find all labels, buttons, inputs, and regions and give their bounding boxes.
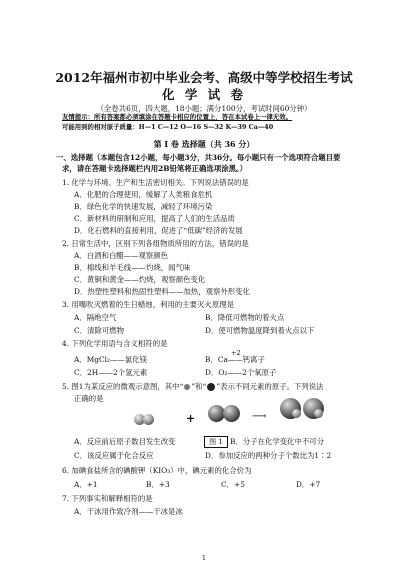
question-6-stem: 6. 加碘食盐所含的碘酸钾（KIO₃）中，碘元素的化合价为	[62, 466, 252, 475]
question-5-stem-line2: 正确的是	[74, 394, 104, 403]
page-number: 1	[201, 554, 207, 562]
question-4-option-c: C．2H——2个氢元素	[74, 368, 148, 377]
question-1-option-d: D．化石燃料的直接利用，促进了“低碳”经济的发展	[74, 226, 243, 235]
question-3-option-b: B．降低可燃物的着火点	[205, 313, 285, 322]
question-5-option-a: A．反应前后原子数目发生改变	[74, 437, 176, 446]
question-7-stem: 7. 下列事实和解释相符的是	[62, 494, 153, 503]
question-2-option-a: A．白酒和白醋——观察颜色	[74, 251, 169, 260]
question-3-option-a: A．隔绝空气	[74, 313, 117, 322]
question-4-stem: 4. 下列化学用语与含义相符的是	[62, 339, 168, 348]
section-intro-line1: 一、选择题（本题包含12小题，每小题3分，共36分。每小题只有一个选项符合题目要	[56, 153, 341, 162]
question-7-option-a: A．干冰用作致冷剂——干冰是冰	[74, 507, 183, 516]
question-5-stem-end: ”表示不同元素的原子。下列说法	[216, 382, 324, 391]
question-6-option-a: A．+1	[74, 480, 98, 489]
exam-subtitle: 化 学 试 卷	[161, 87, 247, 102]
reaction-arrow: ⟶	[252, 411, 267, 422]
question-1-option-c: C．新材料的研制和应用，提高了人们的生活品质	[74, 214, 235, 223]
atomic-masses: 可能用到的相对原子质量：H—1 C—12 O—16 S—32 K—39 Ca—40	[62, 123, 274, 131]
question-3-stem: 3. 用嘴吹灭燃着的生日蜡烛，利用的主要灭火原理是	[62, 300, 234, 309]
figure-1-label: 图 1	[204, 436, 228, 448]
exam-title: 2012年福州市初中毕业会考、高级中等学校招生考试	[55, 70, 353, 85]
question-6-option-b: B．+3	[146, 480, 170, 489]
friendly-tip: 友情提示：所有答案都必须填涂在答题卡相应的位置上，答在本试卷上一律无效。	[62, 113, 293, 121]
question-1-option-a: A．化肥的合理使用，缓解了人类粮食危机	[74, 190, 213, 199]
atom-icon-small	[184, 384, 190, 390]
question-2-option-b: B．棉线和羊毛线——灼烧，闻气味	[74, 263, 191, 272]
question-5-option-b: B．分子在化学变化中不可分	[230, 437, 325, 446]
question-4-charge: +2	[231, 349, 241, 357]
question-5-option-c: C．该反应属于化合反应	[74, 451, 154, 460]
question-3-option-c: C．清除可燃物	[74, 326, 124, 335]
question-4-option-b: B．Ca——钙离子	[205, 355, 265, 364]
molecule-b-atom-2	[223, 405, 240, 422]
question-3-option-d: D．使可燃物温度降到着火点以下	[205, 326, 315, 335]
section-intro-line2: 求，请在答题卡选择题栏内用2B铅笔将正确选项涂黑。）	[62, 164, 248, 173]
question-2-stem: 2. 日常生活中，区别下列各组物质所用的方法，错误的是	[62, 239, 249, 248]
exam-info: （全卷共6页，四大题，18小题；满分100分，考试时间60分钟）	[96, 104, 312, 113]
question-5-option-d: D．参加反应的两种分子个数比为1∶2	[205, 451, 332, 460]
question-6-option-c: C．+5	[221, 480, 245, 489]
atom-icon-large	[207, 383, 215, 391]
question-2-option-c: C．黄铜和黄金——灼烧，观察颜色变化	[74, 275, 206, 284]
question-5-stem	[62, 382, 324, 391]
product-2-atom-small	[314, 409, 323, 418]
question-4-option-d: D．O₂——2个氧原子	[205, 368, 277, 377]
question-5-stem-mid: ”和“	[191, 382, 207, 391]
question-1-option-b: B．绿色化学的快速发展，减轻了环境污染	[74, 202, 213, 211]
question-1-stem: 1. 化学与环境、生产和生活密切相关。下列说法错误的是	[62, 178, 249, 187]
section-title: 第 Ⅰ 卷 选择题（共 36 分）	[153, 139, 255, 149]
question-4-option-a: A．MgCl₂——氯化镁	[74, 355, 147, 364]
question-2-option-d: D．热塑性塑料和热固性塑料——加热，观察外形变化	[74, 287, 250, 296]
molecule-a-atom-2	[143, 414, 154, 425]
product-1-atom-small	[292, 409, 301, 418]
question-6-option-d: D．+7	[296, 480, 321, 489]
plus-sign: +	[186, 412, 196, 425]
question-5-stem-start: 5. 图1为某反应的微观示意图，其中“	[62, 382, 184, 391]
